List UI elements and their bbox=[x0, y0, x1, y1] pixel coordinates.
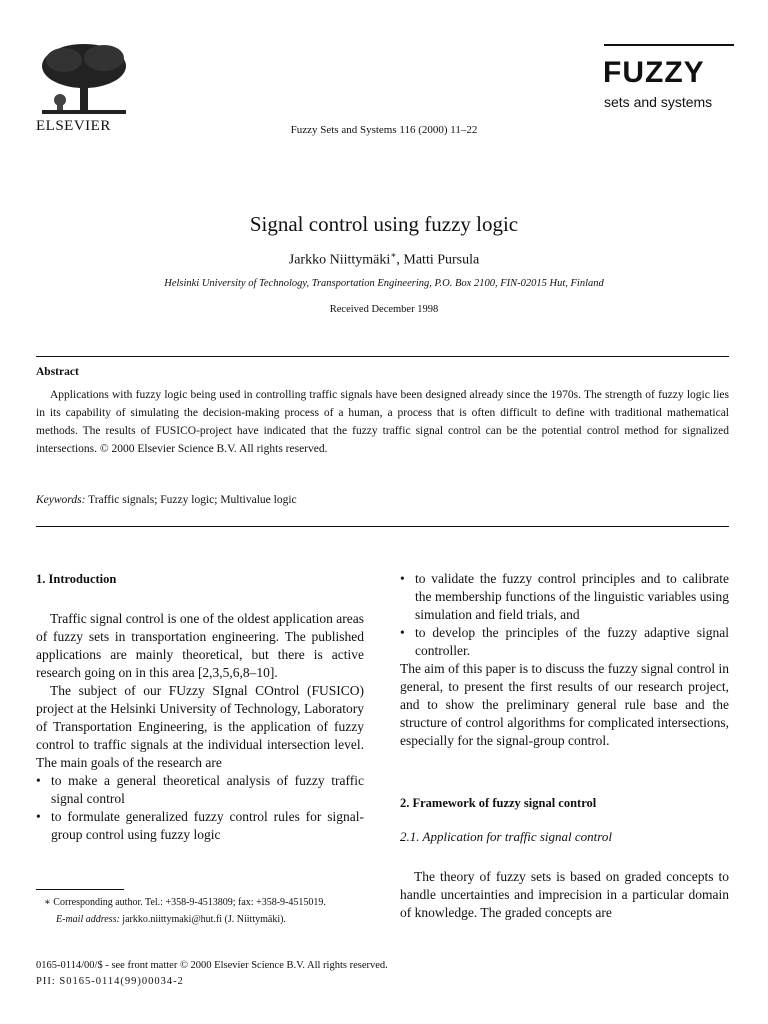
list-item: • to make a general theoretical analysis of fuzzy traffic signal control bbox=[36, 773, 364, 806]
footnote-contact: ∗ Corresponding author. Tel.: +358-9-4513809; fax: +358-9-4515019. bbox=[44, 897, 326, 908]
author-1: Jarkko Niittymäki bbox=[288, 252, 391, 268]
footnote-email bbox=[36, 911, 364, 928]
goals-list-right bbox=[400, 570, 729, 660]
goals-list-left bbox=[36, 772, 364, 844]
list-item: • to validate the fuzzy control principles and to calibrate the membership functions of the linguistic variables using simulation and field trials, and bbox=[400, 571, 729, 622]
abstract-heading: Abstract bbox=[36, 366, 79, 378]
pii-line: PII: S0165-0114(99)00034-2 bbox=[36, 976, 184, 987]
journal-reference: Fuzzy Sets and Systems 116 (2000) 11–22 bbox=[290, 124, 478, 136]
bullet-icon: • bbox=[36, 809, 41, 824]
divider-bottom bbox=[36, 526, 729, 527]
bullet-icon: • bbox=[36, 773, 41, 788]
affiliation: Helsinki University of Technology, Transportation Engineering, P.O. Box 2100, FIN-02015 Hut, Finland bbox=[164, 278, 604, 289]
email-label: E-mail address: bbox=[56, 914, 120, 925]
aim-paragraph: The aim of this paper is to discuss the fuzzy signal control in general, to present the first results of our research project, and to show the preliminary general rule base and the structure of control algorithms for complicated intersections, especially for the signal-group control. bbox=[400, 661, 729, 748]
intro-paragraph-2: The subject of our FUzzy SIgnal COntrol (FUSICO) project at the Helsinki University of Technology, Laboratory of Transportation Engineering, is the application of fuzzy control to traffic signals at the individual intersection level. The main goals of the research are bbox=[36, 683, 364, 770]
footnote-rule bbox=[36, 889, 124, 890]
theory-paragraph: The theory of fuzzy sets is based on graded concepts to handle uncertainties and imprecision in a particular domain of knowledge. The graded concepts are bbox=[400, 869, 729, 920]
abstract-body: Applications with fuzzy logic being used in controlling traffic signals have been designed already since the 1970s. The strength of fuzzy logic lies in its capability of simulating the decision-making process of a human, a process that is often difficult to define with traditional mathematical methods. The results of FUSICO-project have indicated that the fuzzy traffic signal control can be the potential control method for signalized intersections. © 2000 Elsevier Science B.V. All rights reserved. bbox=[36, 389, 729, 455]
corresponding-mark: ∗ bbox=[390, 250, 397, 260]
received-date: Received December 1998 bbox=[329, 304, 439, 315]
front-matter-line: 0165-0114/00/$ - see front matter © 2000 Elsevier Science B.V. All rights reserved. bbox=[36, 960, 388, 971]
elsevier-tree-logo bbox=[34, 40, 134, 123]
bullet-icon: • bbox=[400, 571, 405, 586]
authors bbox=[0, 250, 768, 269]
subsection-2-1-heading: 2.1. Application for traffic signal control bbox=[400, 829, 612, 844]
right-column bbox=[400, 570, 729, 922]
left-column bbox=[36, 570, 364, 844]
author-2: , Matti Pursula bbox=[396, 252, 480, 268]
paper-title: Signal control using fuzzy logic bbox=[249, 212, 519, 236]
section-2-heading: 2. Framework of fuzzy signal control bbox=[400, 796, 597, 810]
journal-logo-rule bbox=[604, 44, 734, 46]
divider-top bbox=[36, 356, 729, 357]
list-item: • to formulate generalized fuzzy control rules for signal-group control using fuzzy logic bbox=[36, 809, 364, 842]
keywords-text: Traffic signals; Fuzzy logic; Multivalue logic bbox=[88, 494, 297, 506]
bullet-icon: • bbox=[400, 625, 405, 640]
journal-logo-title: FUZZY bbox=[603, 56, 705, 89]
intro-paragraph-1: Traffic signal control is one of the oldest application areas of fuzzy sets in transportation engineering. The published applications are mainly theoretical, but there is active research going on in this area [2,3,5,6,8–10]. bbox=[36, 611, 364, 680]
list-item: • to develop the principles of the fuzzy adaptive signal controller. bbox=[400, 625, 729, 658]
publisher-name: ELSEVIER bbox=[36, 118, 111, 134]
journal-logo-subtitle: sets and systems bbox=[604, 94, 713, 110]
keywords bbox=[36, 494, 297, 506]
keywords-label: Keywords: bbox=[36, 494, 86, 506]
section-1-heading: 1. Introduction bbox=[36, 572, 117, 586]
footnote bbox=[36, 894, 364, 928]
email-text: jarkko.niittymaki@hut.fi (J. Niittymäki). bbox=[122, 914, 286, 925]
